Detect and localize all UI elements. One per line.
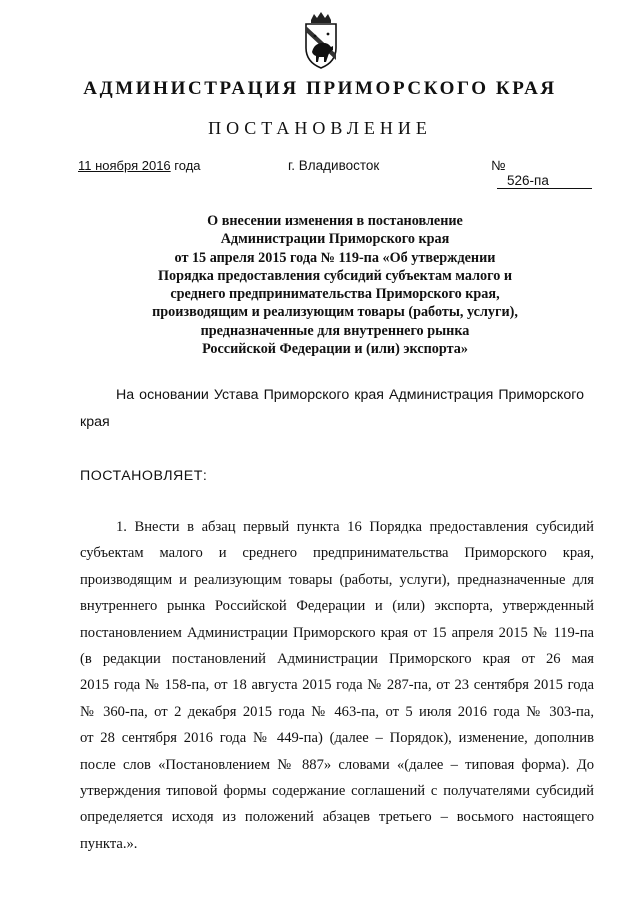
paragraph-line: пункта.». — [80, 835, 138, 852]
document-subject — [90, 212, 580, 358]
paragraph-line: от 28 сентября 2016 года № 449-па) (далее – Порядок), изменение, дополнив — [80, 730, 594, 747]
subject-line: предназначенные для внутреннего рынка — [200, 322, 470, 339]
paragraph-line: определяется исходя из положений абзацев третьего – восьмого настоящего — [80, 809, 594, 826]
subject-line: производящим и реализующим товары (работы, услуги), — [152, 304, 518, 321]
subject-line: Администрации Приморского края — [220, 231, 450, 248]
document-type: ПОСТАНОВЛЕНИЕ — [208, 118, 432, 138]
paragraph-line: внутреннего рынка Российской Федерации и (или) экспорта, утвержденный — [80, 598, 594, 615]
paragraph-line: после слов «Постановлением № 887» словами «(далее – типовая форма). До — [80, 756, 594, 773]
coat-of-arms-icon — [302, 12, 340, 70]
paragraph-line: 1. Внести в абзац первый пункта 16 Порядка предоставления субсидий — [116, 519, 594, 535]
paragraph-line: субъектам малого и среднего предпринимательства Приморского края, — [80, 545, 594, 562]
document-number — [491, 158, 592, 189]
legal-basis-line: На основании Устава Приморского края Администрация Приморского — [116, 387, 584, 403]
subject-line: от 15 апреля 2015 года № 119-па «Об утверждении — [174, 249, 496, 266]
document-number-value: 526-па — [497, 173, 592, 189]
document-number-label: № — [491, 158, 506, 173]
subject-line: среднего предпринимательства Приморского края, — [170, 286, 500, 303]
paragraph-line: 2015 года № 158-па, от 18 августа 2015 года № 287-па, от 23 сентября 2015 года — [80, 677, 594, 694]
document-city: г. Владивосток — [288, 158, 380, 173]
subject-line: Российской Федерации и (или) экспорта» — [202, 341, 468, 358]
subject-line: Порядка предоставления субсидий субъектам малого и — [157, 267, 513, 284]
legal-basis-paragraph — [80, 382, 584, 436]
paragraph-line: утверждения типовой формы содержание соглашений с получателями субсидий — [80, 783, 594, 800]
legal-basis-line: края — [80, 414, 110, 430]
document-date-value: 11 ноября 2016 — [78, 158, 171, 173]
organization-title: АДМИНИСТРАЦИЯ ПРИМОРСКОГО КРАЯ — [83, 78, 557, 99]
paragraph-line: (в редакции постановлений Администрации Приморского края от 26 мая — [80, 651, 594, 668]
document-date — [78, 158, 201, 173]
document-date-suffix: года — [174, 158, 201, 173]
paragraph-1 — [80, 514, 594, 857]
subject-line: О внесении изменения в постановление — [207, 213, 463, 229]
paragraph-line: производящим и реализующим товары (работы, услуги), предназначенные для — [80, 571, 594, 588]
paragraph-line: № 360-па, от 2 декабря 2015 года № 463-па, от 5 июля 2016 года № 303-па, — [80, 703, 594, 720]
paragraph-line: постановлением Администрации Приморского края от 15 апреля 2015 № 119-па — [80, 624, 594, 641]
decree-heading: ПОСТАНОВЛЯЕТ: — [80, 468, 208, 484]
document-meta — [78, 158, 590, 188]
